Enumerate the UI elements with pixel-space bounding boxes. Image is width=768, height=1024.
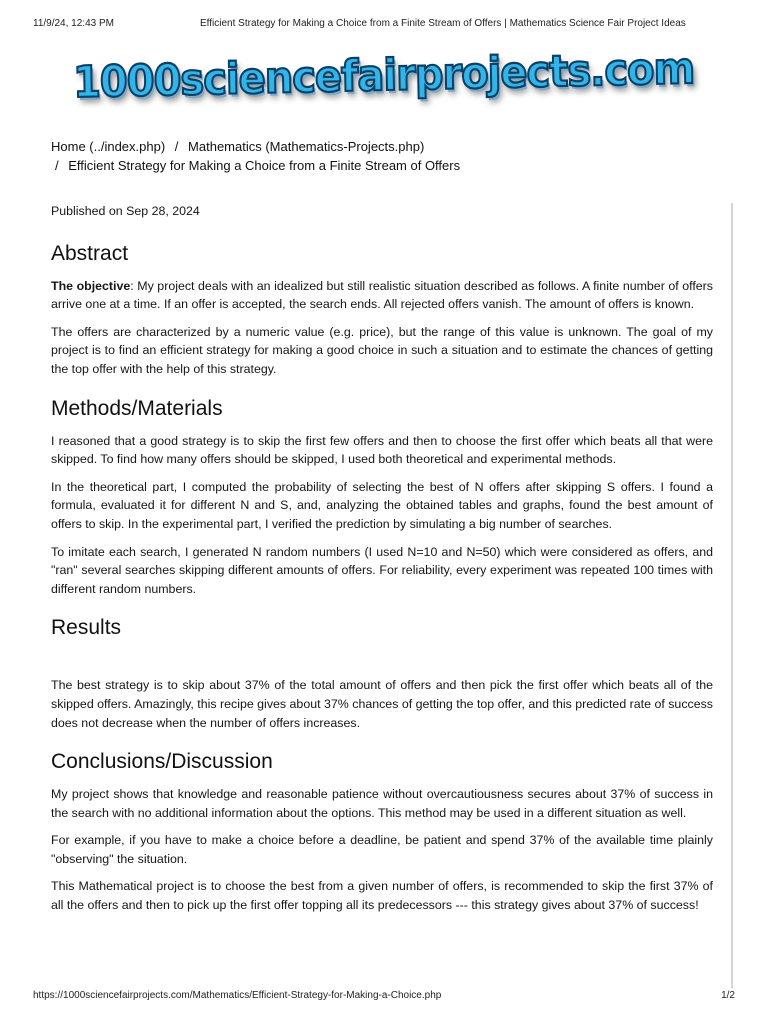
conclusions-paragraph-3: This Mathematical project is to choose the best from a given number of offers, is recommended to skip the first 37% of all the offers and then to pick up the first offer topping all its predecessors --- this strategy gives about 37% of success!	[51, 879, 713, 913]
breadcrumb-separator: /	[55, 158, 59, 173]
conclusions-paragraph-2: For example, if you have to make a choice before a deadline, be patient and spend 37% of the available time plainly "observing" the situation.	[51, 833, 713, 866]
abstract-paragraph-1	[51, 277, 713, 314]
print-document-title: Efficient Strategy for Making a Choice from a Finite Stream of Offers | Mathematics Science Fair Project Ideas	[200, 18, 686, 29]
breadcrumb-current-page: Efficient Strategy for Making a Choice from a Finite Stream of Offers	[68, 158, 461, 173]
methods-paragraph-1: I reasoned that a good strategy is to skip the first few offers and then to choose the first offer which beats all that were skipped. To find how many offers should be skipped, I used both theoretical and experimental methods.	[51, 433, 713, 467]
breadcrumb-home-link[interactable]: Home (../index.php)	[51, 139, 166, 154]
breadcrumb-mathematics-link[interactable]: Mathematics (Mathematics-Projects.php)	[188, 139, 425, 154]
content-scroll-divider	[731, 203, 733, 988]
print-page-url: https://1000sciencefairprojects.com/Mathematics/Efficient-Strategy-for-Making-a-Choice.php	[33, 990, 442, 1001]
abstract-heading: Abstract	[51, 241, 129, 265]
site-logo-container	[0, 40, 768, 112]
conclusions-paragraph-1: My project shows that knowledge and reasonable patience without overcautiousness secures about 37% of success in the search with no additional information about the options. This method may be used in a different situation as well.	[51, 787, 713, 820]
objective-label: The objective	[51, 278, 131, 293]
abstract-section	[51, 241, 713, 379]
published-date: Published on Sep 28, 2024	[51, 204, 200, 218]
article-content	[51, 202, 713, 932]
abstract-paragraph-1-text: : My project deals with an idealized but still realistic situation described as follows. A finite number of offers arrive one at a time. If an offer is accepted, the search ends. All rejected offers vanish. The amount of offers is known.	[51, 278, 713, 312]
methods-paragraph-2: In the theoretical part, I computed the probability of selecting the best of N offers after skipping S offers. I found a formula, evaluated it for different N and S, and, analyzing the obtained tables and graphs, found the best amount of offers to skip. In the experimental part, I verified the prediction by simulating a big number of searches.	[51, 479, 713, 531]
conclusions-heading: Conclusions/Discussion	[51, 750, 273, 774]
results-section	[51, 615, 713, 732]
methods-heading: Methods/Materials	[51, 396, 223, 420]
abstract-paragraph-2: The offers are characterized by a numeric value (e.g. price), but the range of this value is unknown. The goal of my project is to find an efficient strategy for making a good choice in such a situation and to estimate the chances of getting the top offer with the help of this strategy.	[51, 324, 713, 376]
print-header	[33, 18, 735, 32]
methods-section	[51, 396, 713, 599]
print-footer	[33, 990, 735, 1004]
results-heading: Results	[51, 616, 122, 640]
methods-paragraph-3: To imitate each search, I generated N random numbers (I used N=10 and N=50) which were considered as offers, and "ran" several searches skipping different amounts of offers. For reliability, every experiment was repeated 100 times with different random numbers.	[51, 544, 713, 596]
breadcrumb	[51, 137, 711, 175]
print-timestamp: 11/9/24, 12:43 PM	[33, 18, 114, 29]
site-logo[interactable]: 1000sciencefairprojects.com	[72, 44, 696, 108]
conclusions-section	[51, 749, 713, 915]
print-page-number: 1/2	[721, 990, 735, 1001]
breadcrumb-separator: /	[174, 139, 179, 154]
results-paragraph-1: The best strategy is to skip about 37% of the total amount of offers and then pick the first offer which beats all of the skipped offers. Amazingly, this recipe gives about 37% chances of getting the top offer, and this predicted rate of success does not decrease when the number of offers increases.	[51, 678, 713, 730]
